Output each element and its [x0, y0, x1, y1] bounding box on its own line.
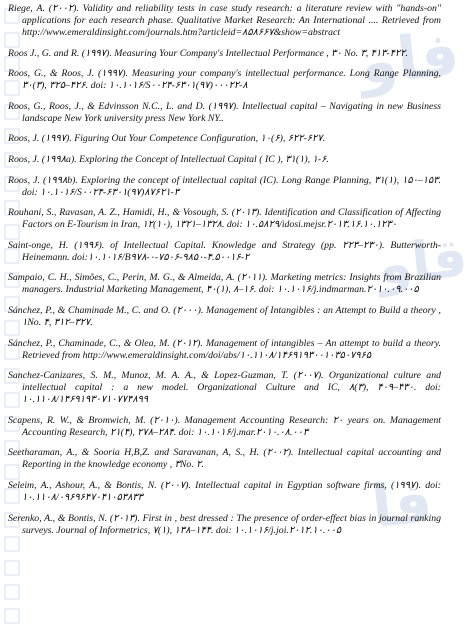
reference-entry: Roos, J. (۱۹۹۷). Figuring Out Your Competence Configuration, ۱۰(۶), ۶۲۲-۶۲۷.	[8, 133, 326, 145]
reference-entry: Rouhani, S., Ravasan, A. Z., Hamidi, H., & Vosough, S. (۲۰۱۳). Identification and Classification of Affecting Factors on E-Tourism in Iran, ۱۲(۱۰), ۱۳۲۱–۱۳۲۸. doi: ۱۰.۵۸۲۹/idosi.mejsr.۲۰۱۳.۱۶.۱۰.۱۲۳۰	[8, 207, 441, 231]
reference-entry: Roos J., G. and R. (۱۹۹۷). Measuring Your Company's Intellectual Performance , ۳۰ No. ۳, ۴۱۳-۴۲۲.	[8, 47, 408, 59]
watermark-logo: قاو	[374, 225, 470, 298]
reference-entry: Sanchez-Canizares, S. M., Munoz, M. A. A., & Lopez-Guzman, T. (۲۰۰۷). Organizational culture and intellectual capital : a new model. Organizational Culture and IC, ۸(۳), ۴۰۹–۴۳۰. doi: ۱۰.۱۱۰۸/۱۴۶۹۱۹۳۰۷۱۰۷۷۴۸۹۹	[8, 370, 441, 406]
reference-entry: Saint-onge, H. (۱۹۹۶). of Intellectual Capital. Knowledge and Strategy (pp. ۲۲۳–۲۳۰). Butterworth-Heinemann. doi:۱۰.۱۰۱۶/B۹۷۸-۰-۷۵۰۶-۹۸۵۰-۴.۵۰۰۱۶-۲	[8, 239, 441, 263]
reference-list	[8, 3, 441, 545]
reference-entry: Roos, J. (۱۹۹۸a). Exploring the Concept of Intellectual Capital ( IC ), ۳۱(۱), ۱-۶.	[8, 153, 329, 165]
reference-entry: Scapens, R. W., & Bromwich, M. (۲۰۱۰). Management Accounting Research: ۲۰ years on. Management Accounting Research, ۲۱(۴), ۲۷۸–۲۸۴. doi: ۱۰.۱۰۱۶/j.mar.۲۰۱۰.۰۸.۰۰۳	[8, 414, 441, 438]
watermark-logo: فاو	[356, 19, 463, 99]
reference-entry: Sampaio, C. H., Simões, C., Perin, M. G., & Almeida, A. (۲۰۱۱). Marketing metrics: Insights from Brazilian managers. Industrial Marketing Management, ۴۰(۱), ۸–۱۶. doi: ۱۰.۱۰۱۶/j.indmarman.۲۰۱۰.۰۹.۰۰۵	[8, 272, 441, 296]
reference-entry: Roos, G., Roos, J., & Edvinsson N.C., L. and D. (۱۹۹۷). Intellectual capital – Navigating in new Business landscape New York university press New York NY..	[8, 100, 441, 124]
reference-entry: Seleim, A., Ashour, A., & Bontis, N. (۲۰۰۷). Intellectual capital in Egyptian software firms, (۱۹۹۷). doi: ۱۰.۱۱۰۸/۰۹۶۹۶۴۷۰۴۱۰۵۳۸۳۳	[8, 479, 441, 503]
reference-entry: Roos, G., & Roos, J. (۱۹۹۷). Measuring your company's intellectual performance. Long Range Planning, ۳۰(۳), ۳۲۵–۴۲۶. doi: ۱۰.۱۰۱۶/S۰۰۲۴-۶۳۰۱(۹۷)۰۰۰۲۲-۸	[8, 68, 441, 92]
reference-entry: Sánchez, P., Chaminade, C., & Olea, M. (۲۰۱۲). Management of intangibles – An attempt to build a theory. Retrieved from http://www.emeraldinsight.com/doi/abs/۱۰.۱۱۰۸/۱۴۶۹۱۹۳۰۰۱۰۳۵۰۷۹۶۵	[8, 337, 441, 361]
reference-entry: Sánchez, P., & Chaminade M., C. and O. (۲۰۰۰). Management of Intangibles : an Attempt to Build a theory , ۱No. ۴, ۳۱۲–۳۲۷.	[8, 304, 441, 328]
reference-entry: Riege, A. (۲۰۰۲). Validity and reliability tests in case study research: a literature review with "hands-on" applications for each research phase. Qualitative Market Research: An International .... Retrieved from http://www.emeraldinsight.com/journals.htm?articleid=۸۵۸۶۶۷&show=abstract	[8, 3, 441, 38]
reference-entry: Seetharaman, A., & Sooria H,B,Z. and Saravanan, A, S., H. (۲۰۰۲). Intellectual capital accounting and Reporting in the knowledge economy , ۳No. ۲.	[8, 447, 441, 471]
watermark-logo: فا	[368, 467, 436, 541]
reference-entry: Serenko, A., & Bontis, N. (۲۰۱۳). First in , best dressed : The presence of order-effect bias in journal ranking surveys. Journal of Informetrics, ۷(۱), ۱۳۸–۱۴۴. doi: ۱۰.۱۰۱۶/j.joi.۲۰۱۲.۱۰.۰۰۵	[8, 512, 441, 536]
reference-entry: Roos, J. (۱۹۹۸b). Exploring the concept of intellectual capital (IC). Long Range Planning, ۳۱(۱), ۱۵۰–۱۵۳. doi: ۱۰.۱۰۱۶/S۰۰۲۴-۶۳۰۱(۹۷)۸۷۶۲۱-۳	[8, 174, 441, 198]
